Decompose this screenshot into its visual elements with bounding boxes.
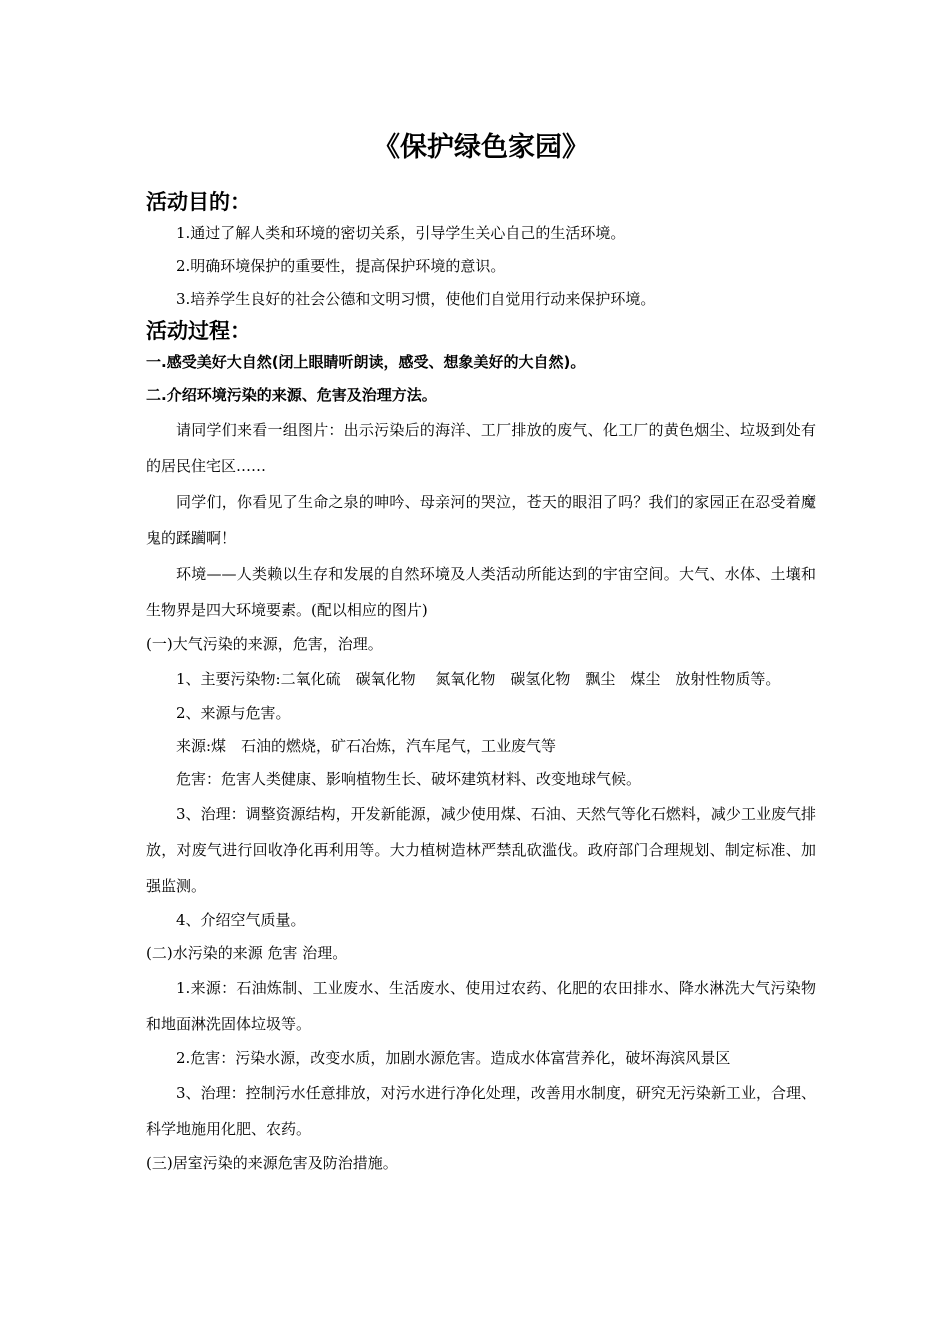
indoor-heading: (三)居室污染的来源危害及防治措施。 — [146, 1154, 398, 1172]
water-item-3: 3、治理：控制污水任意排放，对污水进行净化处理，改善用水制度，研究无污染新工业，合理、科学地施用化肥、农药。 — [146, 1084, 816, 1138]
air-harm: 危害：危害人类健康、影响植物生长、破坏建筑材料、改变地球气候。 — [176, 770, 642, 788]
process-part-1: 一.感受美好大自然(闭上眼睛听朗读，感受、想象美好的大自然)。 — [146, 353, 586, 371]
air-item-3: 3、治理：调整资源结构，开发新能源，减少使用煤、石油、天然气等化石燃料，减少工业废气排放，对废气进行回收净化再利用等。大力植树造林严禁乱砍滥伐。政府部门合理规划、制定标准、加强监测。 — [146, 805, 816, 895]
water-item-1: 1.来源：石油炼制、工业废水、生活废水、使用过农药、化肥的农田排水、降水淋洗大气污染物和地面淋洗固体垃圾等。 — [146, 979, 816, 1033]
air-item-4: 4、介绍空气质量。 — [176, 911, 306, 929]
process-part-2: 二.介绍环境污染的来源、危害及治理方法。 — [146, 386, 437, 404]
process-heading: 活动过程： — [146, 319, 251, 343]
air-heading: (一)大气污染的来源，危害，治理。 — [146, 635, 383, 653]
goal-item-3: 3.培养学生良好的社会公德和文明习惯，使他们自觉用行动来保护环境。 — [176, 290, 656, 308]
goal-heading: 活动目的： — [146, 190, 251, 214]
air-item-1: 1、主要污染物:二氧化硫 碳氧化物 氮氧化物 碳氢化物 飘尘 煤尘 放射性物质等。 — [176, 670, 781, 688]
goal-item-1: 1.通过了解人类和环境的密切关系，引导学生关心自己的生活环境。 — [176, 224, 626, 242]
air-item-2: 2、来源与危害。 — [176, 704, 291, 722]
air-source: 来源:煤 石油的燃烧，矿石冶炼，汽车尾气，工业废气等 — [176, 737, 557, 755]
process-paragraph-1: 请同学们来看一组图片：出示污染后的海洋、工厂排放的废气、化工厂的黄色烟尘、垃圾到处有的居民住宅区…… — [146, 421, 816, 475]
goal-item-2: 2.明确环境保护的重要性，提高保护环境的意识。 — [176, 257, 506, 275]
process-paragraph-2: 同学们，你看见了生命之泉的呻吟、母亲河的哭泣，苍天的眼泪了吗？我们的家园正在忍受着魔鬼的蹂躏啊！ — [146, 493, 816, 547]
document-body — [146, 128, 816, 1180]
water-heading: (二)水污染的来源 危害 治理。 — [146, 944, 348, 962]
document-title: 《保护绿色家园》 — [373, 132, 589, 163]
process-paragraph-3: 环境——人类赖以生存和发展的自然环境及人类活动所能达到的宇宙空间。大气、水体、土壤和生物界是四大环境要素。(配以相应的图片) — [146, 565, 816, 619]
water-item-2: 2.危害：污染水源，改变水质，加剧水源危害。造成水体富营养化，破坏海滨风景区 — [176, 1049, 731, 1067]
